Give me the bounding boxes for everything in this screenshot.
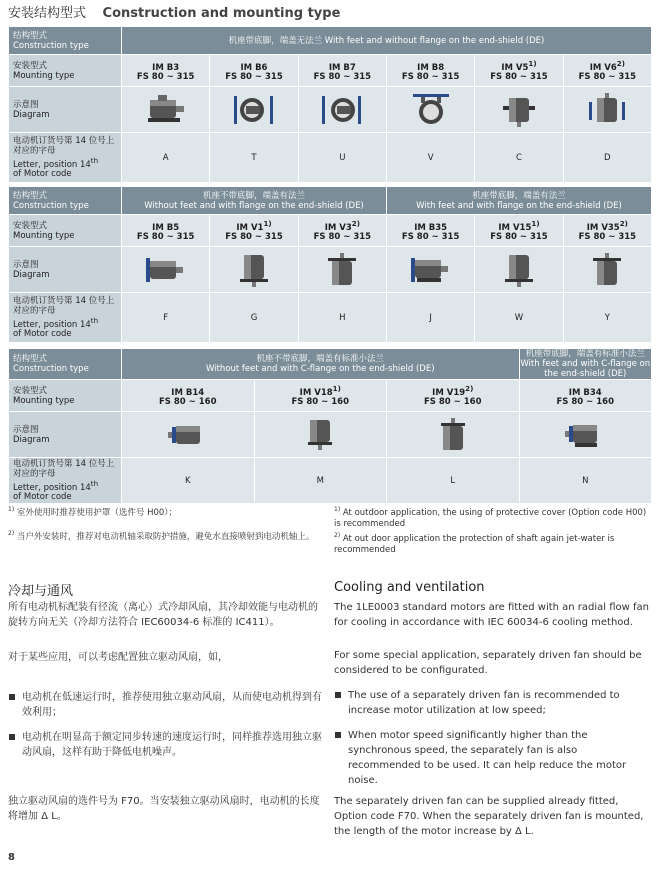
type-cell: IM B6 FS 80 ~ 315 [210, 55, 298, 87]
type-cell: IM B7 FS 80 ~ 315 [298, 55, 386, 87]
cooling-heading-en: Cooling and ventilation [334, 580, 485, 595]
cooling-cn-bullet-1: 电动机在低速运行时，推荐使用独立驱动风扇，从而使电动机得到有效利用； [22, 690, 322, 720]
footnote-en-1: $^{1)}$ At outdoor application, the using of protective cover (Option code H00) is recommended [334, 506, 647, 529]
motor-vertical-flange-icon [228, 252, 280, 288]
letter-code: L [387, 458, 520, 504]
letter-code: G [210, 293, 298, 343]
letter-code: T [210, 133, 298, 183]
letter-label: 电动机订货号第 14 位号上 对应的字母 Letter, position 14th of Motor code [9, 293, 122, 343]
type-cell: IM V15$^{1)}$ FS 80 ~ 315 [475, 215, 563, 247]
motor-feet-c-flange-icon [559, 417, 611, 453]
cooling-cn-bullet-2: 电动机在明显高于额定同步转速的速度运行时，同样推荐选用独立驱动风扇，这样有助于降低电机噪声。 [22, 730, 322, 760]
section1-header: 机座带底脚，端盖无法兰 With feet and without flange on the end-shield (DE) [122, 27, 652, 55]
cooling-en-p2: For some special application, separately driven fan should be considered to be configurated. [334, 650, 642, 676]
cooling-cn-p3: 独立驱动风扇的选件号为 F70。当安装独立驱动风扇时，电动机的长度将增加 Δ L。 [8, 796, 320, 822]
cooling-en-p3: The separately driven fan can be supplied already fitted, Option code F70. When the separately driven fan is mounted, the length of the motor increase by Δ L. [334, 796, 644, 837]
motor-feet-flange-icon [405, 252, 457, 288]
letter-code: V [386, 133, 474, 183]
page-title-en: Construction and mounting type [102, 6, 341, 21]
type-cell: IM B14 FS 80 ~ 160 [122, 380, 255, 412]
type-cell: IM V5$^{1)}$ FS 80 ~ 315 [475, 55, 563, 87]
type-cell: IM B34 FS 80 ~ 160 [519, 380, 652, 412]
page-title [8, 2, 340, 21]
type-cell: IM V35$^{2)}$ FS 80 ~ 315 [563, 215, 651, 247]
letter-code: W [475, 293, 563, 343]
letter-code: N [519, 458, 652, 504]
diagram-label: 示意图 Diagram [9, 412, 122, 458]
motor-vertical-icon [581, 92, 633, 128]
letter-code: U [298, 133, 386, 183]
motor-wall-icon [228, 92, 280, 128]
motor-vertical-flange-icon [493, 252, 545, 288]
diagram-label: 示意图 Diagram [9, 247, 122, 293]
motor-vertical-c-flange-icon [294, 417, 346, 453]
footnote-cn-2: $^{2)}$ 当户外安装时，推荐对电动机轴采取防护措施，避免水直接喷射到电动机轴上。 [8, 530, 315, 542]
motor-feet-icon [140, 92, 192, 128]
construction-label: 结构型式 Construction type [9, 187, 122, 215]
section3-header-a: 机座不带底脚，端盖有标准小法兰 Without feet and with C-flange on the end-shield (DE) [122, 349, 520, 380]
page-title-cn: 安装结构型式 [8, 6, 87, 21]
letter-code: D [563, 133, 651, 183]
construction-label: 结构型式 Construction type [9, 27, 122, 55]
motor-ceiling-icon [405, 92, 457, 128]
letter-code: A [122, 133, 210, 183]
type-cell: IM V18$^{1)}$ FS 80 ~ 160 [254, 380, 387, 412]
section2-header-a: 机座不带底脚，端盖有法兰 Without feet and with flange on the end-shield (DE) [122, 187, 387, 215]
motor-flange-icon [140, 252, 192, 288]
letter-code: K [122, 458, 255, 504]
cooling-en-bullet-2: When motor speed significantly higher than the synchronous speed, the separately fan is also recommended to be used. It can help reduce the motor noise. [348, 728, 652, 788]
letter-code: J [386, 293, 474, 343]
letter-label: 电动机订货号第 14 位号上 对应的字母 Letter, position 14th of Motor code [9, 458, 122, 504]
type-cell: IM V19$^{2)}$ FS 80 ~ 160 [387, 380, 520, 412]
cooling-en-p1: The 1LE0003 standard motors are fitted with an radial flow fan for cooling in accordance with IEC 60034-6 cooling method. [334, 602, 650, 628]
construction-label: 结构型式 Construction type [9, 349, 122, 380]
motor-vertical-icon [493, 92, 545, 128]
type-cell: IM B5 FS 80 ~ 315 [122, 215, 210, 247]
mounting-label: 安装型式 Mounting type [9, 55, 122, 87]
type-cell: IM V3$^{2)}$ FS 80 ~ 315 [298, 215, 386, 247]
type-cell: IM V1$^{1)}$ FS 80 ~ 315 [210, 215, 298, 247]
letter-label: 电动机订货号第 14 位号上 对应的字母 Letter, position 14th of Motor code [9, 133, 122, 183]
motor-vertical-flange-icon [316, 252, 368, 288]
letter-code: C [475, 133, 563, 183]
mounting-table-3 [8, 348, 652, 504]
section3-header-b: 机座带底脚，端盖有标准小法兰 With feet and with C-flange on the end-shield (DE) [520, 349, 651, 379]
type-cell: IM B8 FS 80 ~ 315 [386, 55, 474, 87]
letter-code: H [298, 293, 386, 343]
footnote-cn-1: $^{1)}$ 室外使用时推荐使用护罩（选件号 H00）； [8, 506, 178, 518]
motor-wall-icon [316, 92, 368, 128]
cooling-cn-p1: 所有电动机标配装有径流（离心）式冷却风扇，其冷却效能与电动机的旋转方向无关（冷却方法符合 IEC60034-6 标准的 IC411）。 [8, 602, 318, 628]
motor-vertical-flange-icon [581, 252, 633, 288]
letter-code: M [254, 458, 387, 504]
mounting-label: 安装型式 Mounting type [9, 380, 122, 412]
letter-code: Y [563, 293, 651, 343]
letter-code: F [122, 293, 210, 343]
page-number: 8 [8, 852, 15, 863]
cooling-en-bullet-1: The use of a separately driven fan is recommended to increase motor utilization at low speed; [348, 688, 652, 718]
cooling-cn-p2: 对于某些应用，可以考虑配置独立驱动风扇，如， [8, 652, 228, 663]
mounting-table-2 [8, 186, 652, 343]
section2-header-b: 机座带底脚，端盖有法兰 With feet and with flange on the end-shield (DE) [386, 187, 651, 215]
type-cell: IM B35 FS 80 ~ 315 [386, 215, 474, 247]
motor-vertical-c-flange-icon [427, 417, 479, 453]
cooling-heading-cn: 冷却与通风 [8, 584, 74, 599]
type-cell: IM V6$^{2)}$ FS 80 ~ 315 [563, 55, 651, 87]
footnote-en-2: $^{2)}$ At out door application the protection of shaft again jet-water is recommended [334, 532, 615, 555]
mounting-table-1 [8, 26, 652, 183]
type-cell: IM B3 FS 80 ~ 315 [122, 55, 210, 87]
diagram-label: 示意图 Diagram [9, 87, 122, 133]
mounting-label: 安装型式 Mounting type [9, 215, 122, 247]
motor-c-flange-icon [162, 417, 214, 453]
